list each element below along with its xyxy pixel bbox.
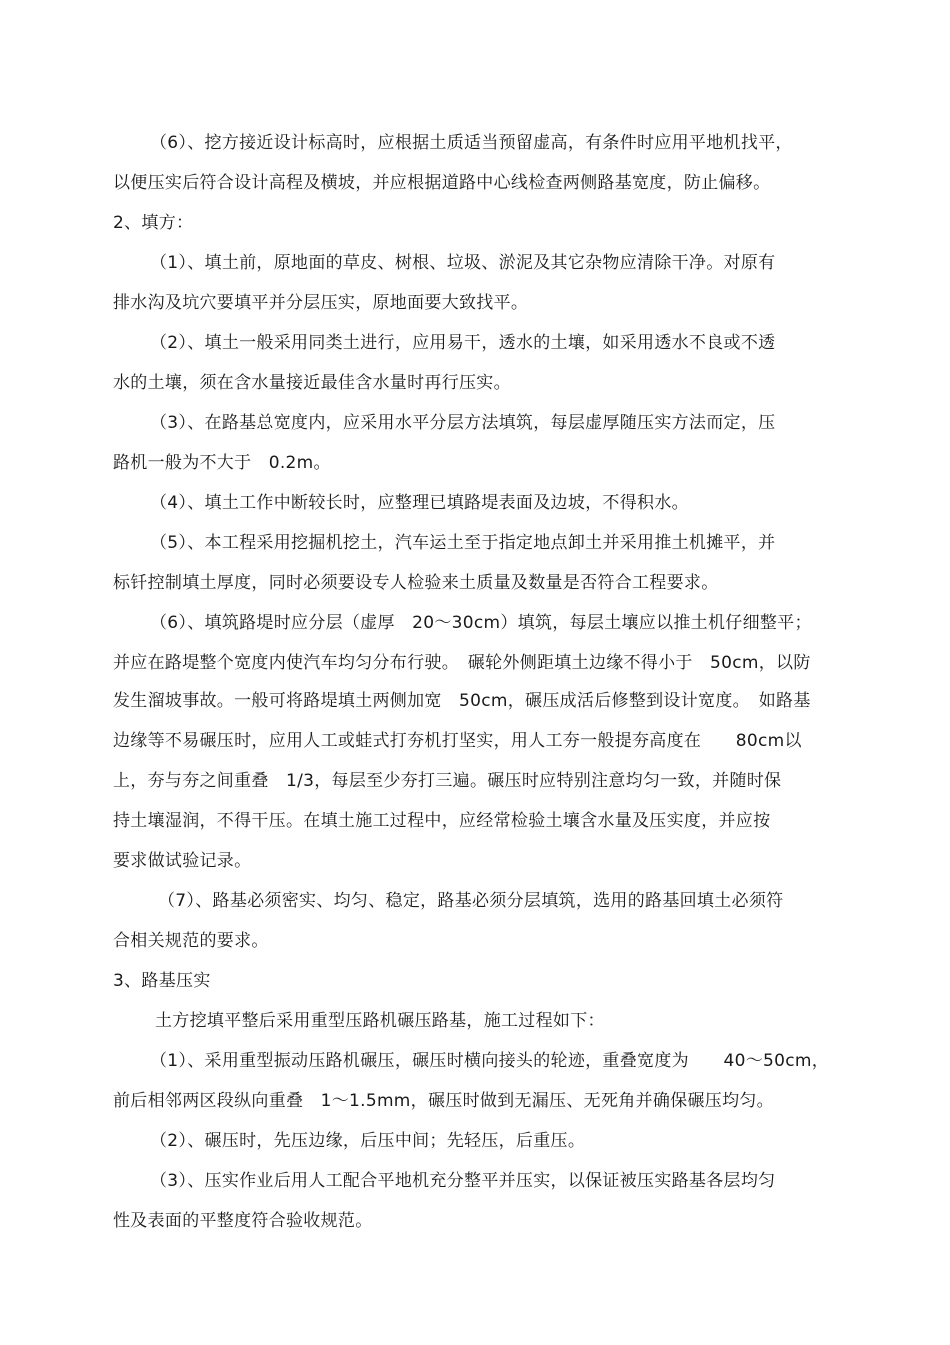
text-line: （1）、填土前，原地面的草皮、树根、垃圾、淤泥及其它杂物应清除干净。对原有 [150,253,776,273]
text-line: 前后相邻两区段纵向重叠 1～1.5mm，碾压时做到无漏压、无死角并确保碾压均匀。 [113,1091,774,1111]
text-line: （3）、在路基总宽度内，应采用水平分层方法填筑，每层虚厚随压实方法而定，压 [150,413,776,433]
text-line: 路机一般为不大于 0.2m。 [113,453,331,473]
text-line: （1）、采用重型振动压路机碾压，碾压时横向接头的轮迹，重叠宽度为 40～50cm， [150,1051,830,1071]
text-line: 并应在路堤整个宽度内使汽车均匀分布行驶。 碾轮外侧距填土边缘不得小于 50cm，以防 [113,653,811,673]
text-line: 合相关规范的要求。 [113,931,269,951]
text-line: 发生溜坡事故。一般可将路堤填土两侧加宽 50cm，碾压成活后修整到设计宽度。 如路基 [113,691,811,711]
text-line: 上，夯与夯之间重叠 1/3，每层至少夯打三遍。碾压时应特别注意均匀一致，并随时保 [113,771,782,791]
text-line: 水的土壤，须在含水量接近最佳含水量时再行压实。 [113,373,511,393]
section-heading: 3、路基压实 [113,971,211,991]
text-line: （6）、挖方接近设计标高时，应根据土质适当预留虚高，有条件时应用平地机找平， [150,133,793,153]
text-line: 要求做试验记录。 [113,851,252,871]
text-line: 以便压实后符合设计高程及横坡，并应根据道路中心线检查两侧路基宽度，防止偏移。 [113,173,771,193]
text-line: 性及表面的平整度符合验收规范。 [113,1211,373,1231]
text-line: 标钎控制填土厚度，同时必须要设专人检验来土质量及数量是否符合工程要求。 [113,573,719,593]
text-line: （6）、填筑路堤时应分层（虚厚 20～30cm）填筑，每层土壤应以推土机仔细整平； [150,613,812,633]
text-line: 排水沟及坑穴要填平并分层压实，原地面要大致找平。 [113,293,529,313]
text-line: 持土壤湿润，不得干压。在填土施工过程中，应经常检验土壤含水量及压实度，并应按 [113,811,771,831]
section-heading: 2、填方： [113,213,194,233]
text-line: （7）、路基必须密实、均匀、稳定，路基必须分层填筑，选用的路基回填土必须符 [158,891,784,911]
text-line: （2）、碾压时，先压边缘，后压中间；先轻压，后重压。 [150,1131,586,1151]
text-line: 土方挖填平整后采用重型压路机碾压路基，施工过程如下： [155,1011,605,1031]
text-line: （4）、填土工作中断较长时，应整理已填路堤表面及边坡，不得积水。 [150,493,689,513]
text-line: 边缘等不易碾压时，应用人工或蛙式打夯机打坚实，用人工夯一般提夯高度在 80cm以 [113,731,802,751]
text-line: （5）、本工程采用挖掘机挖土，汽车运土至于指定地点卸土并采用推土机摊平，并 [150,533,776,553]
text-line: （3）、压实作业后用人工配合平地机充分整平并压实，以保证被压实路基各层均匀 [150,1171,776,1191]
text-line: （2）、填土一般采用同类土进行，应用易干，透水的土壤，如采用透水不良或不透 [150,333,776,353]
